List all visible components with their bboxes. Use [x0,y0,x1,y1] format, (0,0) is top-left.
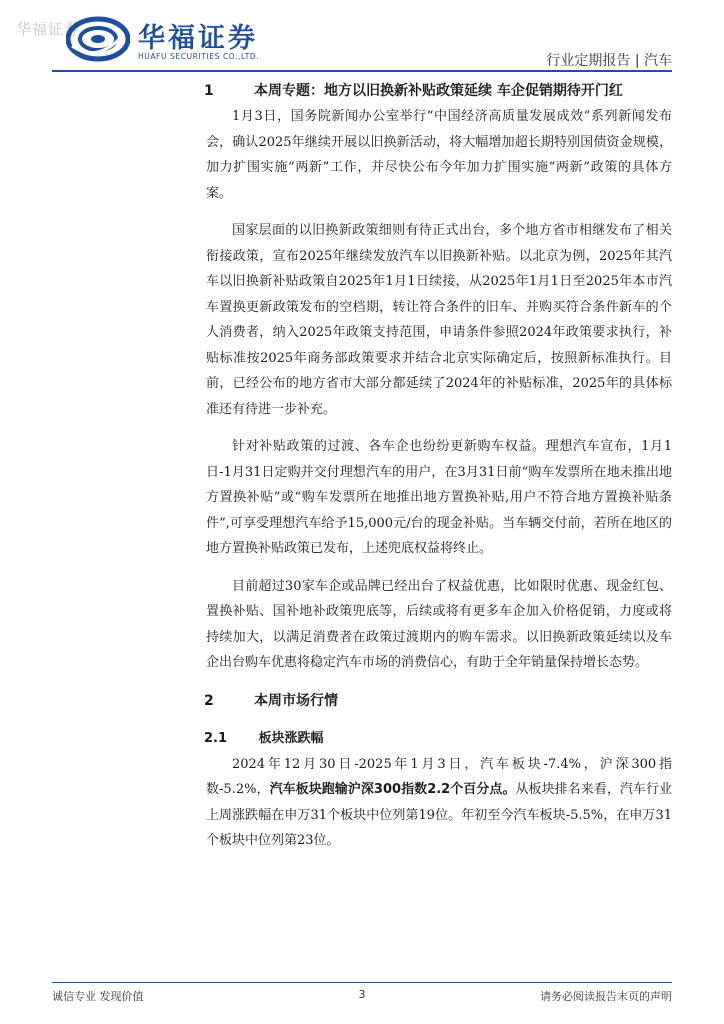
paragraph: 1月3日，国务院新闻办公室举行“中国经济高质量发展成效”系列新闻发布会，确认2025年继续开展以旧换新活动，将大幅增加超长期特别国债资金规模，加力扩围实施“两新”工作，并尽快公布今年加力扩围实施“两新”政策的具体方案。 [206,109,672,201]
section-2-heading [52,688,672,714]
market-text-cont: 从板块排名来看，汽车行业上周涨跌幅在申万31个板块中位列第19位。年初至今汽车板块-5.5%，在申万31个板块中位列第23位。 [206,782,672,848]
logo-swirl-icon [66,16,130,62]
subsection-2-1-title: 板块涨跌幅 [258,730,324,746]
market-highlight: 汽车板块跑输沪深300指数2.2个百分点。 [269,782,516,797]
section-1-number: 1 [204,83,214,99]
section-2-number: 2 [204,692,214,709]
paragraph: 国家层面的以旧换新政策细则有待正式出台，多个地方省市相继发布了相关衔接政策，宣布2025年继续发放汽车以旧换新补贴。以北京为例，2025年其汽车以旧换新补贴政策自2025年1月1日续接，从2025年1月1日至2025年本市汽车置换更新政策发布的空档期，转让符合条件的旧车、并购买符合条件新车的个人消费者，纳入2025年政策支持范围，申请条件参照2024年政策要求执行，补贴标准按2025年商务部政策要求并结合北京实际确定后，按照新标准执行。目前，已经公布的地方省市大部分都延续了2024年的补贴标准，2025年的具体标准还有待进一步补充。 [206,223,672,417]
company-logo [66,14,306,66]
subsection-2-1-heading [52,726,672,752]
watermark: 华福证券 [16,20,81,38]
logo-chinese-text: 华福证券 [138,23,258,54]
section-2-title: 本周市场行情 [254,692,338,709]
footer-slogan: 诚信专业 发现价值 [52,990,144,1003]
paragraph [52,752,672,854]
section-1-heading [52,78,672,104]
logo-english-text: HUAFU SECURITIES CO.,LTD. [138,52,260,61]
page-footer [52,988,672,1004]
footer-disclaimer: 请务必阅读报告末页的声明 [540,990,672,1003]
page-number: 3 [358,988,366,1001]
paragraph: 目前超过30家车企或品牌已经出台了权益优惠，比如限时优惠、现金红包、置换补贴、国补地补政策兜底等，后续或将有更多车企加入价格促销，力度或将持续加大，以满足消费者在政策过渡期内的购车需求。以旧换新政策延续以及车企出台购车优惠将稳定汽车市场的消费信心，有助于全年销量保持增长态势。 [206,578,672,670]
paragraph: 针对补贴政策的过渡、各车企也纷纷更新购车权益。理想汽车宣布，1月1日-1月31日定购并交付理想汽车的用户，在3月31日前“购车发票所在地未推出地方置换补贴”或“购车发票所在地推出地方置换补贴,用户不符合地方置换补贴条件”,可享受理想汽车给予15,000元/台的现金补贴。当车辆交付前，若所在地区的地方置换补贴政策已发布，上述兜底权益将终止。 [206,439,672,556]
market-text: 2024年12月30日-2025年1月3日，汽车板块-7.4%，沪深300指数-5.2%， [206,756,672,797]
section-1-title: 本周专题：地方以旧换新补贴政策延续 车企促销期待开门红 [254,83,623,99]
subsection-2-1-number: 2.1 [204,730,228,746]
page-header [52,14,672,72]
document-body [52,78,672,854]
header-divider [52,70,672,72]
footer-divider [52,982,672,983]
report-type-label: 行业定期报告 | 汽车 [546,53,672,69]
